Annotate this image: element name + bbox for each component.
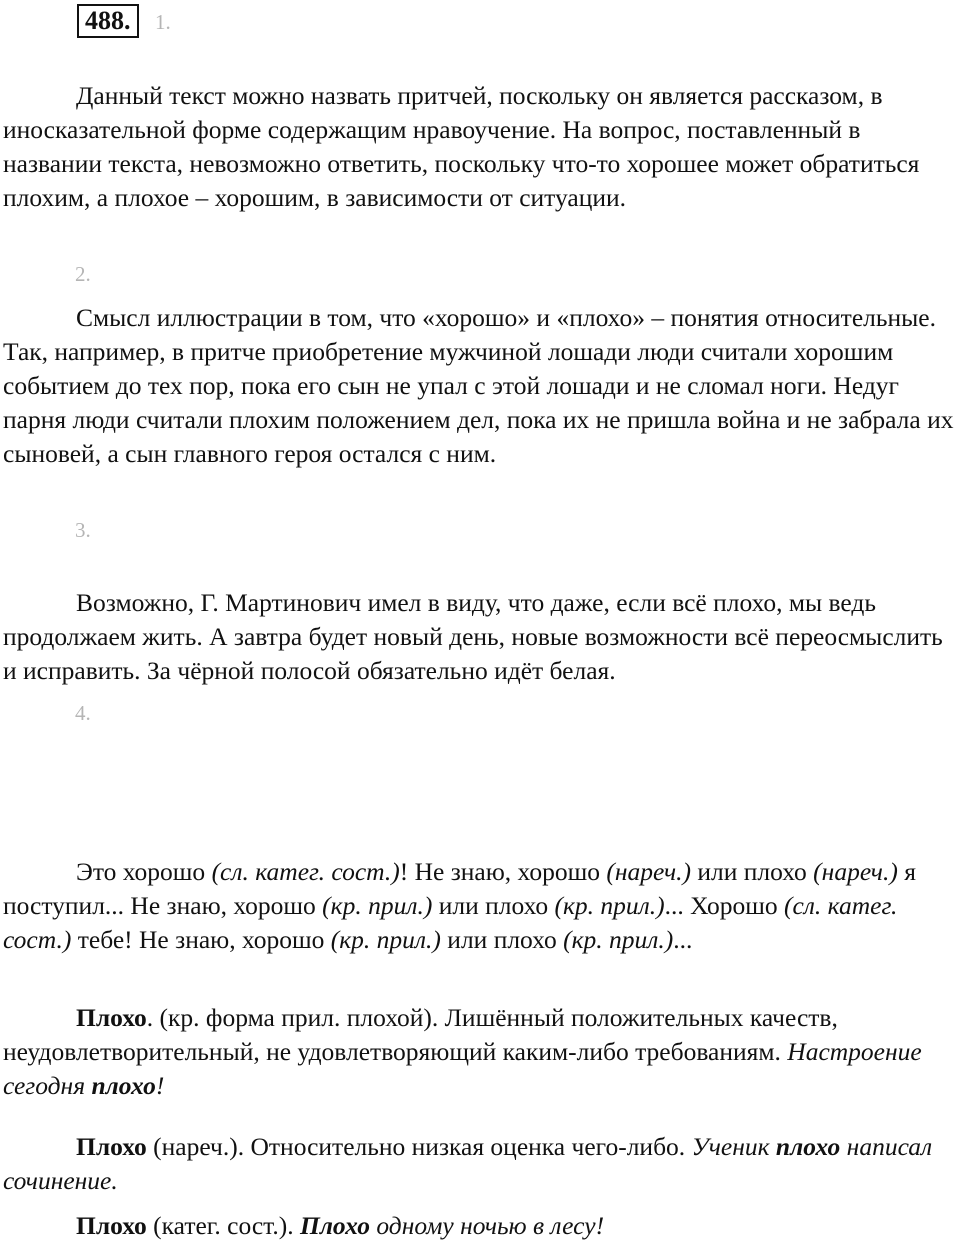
grammar-note: (нареч.) [813,857,898,886]
definition-state-category [3,1209,960,1243]
text-run: или плохо [691,857,814,886]
grammar-note: (кр. прил.) [330,925,441,954]
section-4-examples-paragraph [3,855,960,957]
definition-text: (нареч.). Относительно низкая оценка чего-либо. [146,1132,692,1161]
text-run: Это хорошо [76,857,212,886]
grammar-note: (кр. прил.) [563,925,674,954]
section-label-1: 1. [155,10,171,34]
example-text: одному ночью в лесу! [370,1211,605,1240]
text-run: или плохо [432,891,555,920]
task-number-box: 488. [77,4,139,38]
text-run: ! Не знаю, хорошо [399,857,607,886]
example-term: плохо [775,1132,841,1161]
text-run: тебе! Не знаю, хорошо [71,925,331,954]
example-text: ! [155,1071,165,1100]
definition-text: (катег. сост.). [146,1211,300,1240]
term: Плохо [76,1211,147,1240]
term: Плохо [76,1132,147,1161]
example-text: написал сочинение. [3,1132,933,1195]
section-1-paragraph: Данный текст можно назвать притчей, поскольку он является рассказом, в иносказательной форме содержащим нравоучение. На вопрос, поставленный в названии текста, невозможно ответить, поскольку что-то хорошее может обратиться плохим, а плохое – хорошим, в зависимости от ситуации. [3,81,920,212]
example-text: Ученик [691,1132,776,1161]
term: Плохо [76,1003,147,1032]
grammar-note: (кр. прил.) [554,891,665,920]
text-run: ... Хорошо [664,891,784,920]
grammar-note: (сл. катег. сост.) [3,891,898,954]
definition-short-adjective [3,1001,960,1103]
example-term: Плохо [299,1211,371,1240]
text-run: или плохо [440,925,564,954]
definition-text: . (кр. форма прил. плохой). Лишённый положительных качеств, неудовлетворительный, не удовлетворяющий каким-либо требованиям. [3,1003,838,1066]
section-label-3: 3. [75,518,91,542]
text-run: ... [673,925,693,954]
text-run: я поступил... Не знаю, хорошо [3,857,916,920]
grammar-note: (нареч.) [606,857,691,886]
grammar-note: (кр. прил.) [322,891,433,920]
grammar-note: (сл. катег. сост.) [211,857,400,886]
section-3-paragraph: Возможно, Г. Мартинович имел в виду, что даже, если всё плохо, мы ведь продолжаем жить. А завтра будет новый день, новые возможности всё переосмыслить и исправить. За чёрной полосой обязательно идёт белая. [3,588,943,685]
example-term: плохо [91,1071,156,1100]
section-2-paragraph: Смысл иллюстрации в том, что «хорошо» и «плохо» – понятия относительные. Так, например, в притче приобретение мужчиной лошади люди считали хорошим событием до тех пор, пока его сын не упал с этой лошади и не сломал ноги. Недуг парня люди считали плохим положением дел, пока их не пришла война и не забрала их сыновей, а сын главного героя остался с ним. [3,303,954,468]
example-text: Настроение сегодня [3,1037,922,1100]
section-label-2: 2. [75,262,91,286]
definition-adverb [3,1130,960,1198]
section-label-4: 4. [75,701,91,725]
